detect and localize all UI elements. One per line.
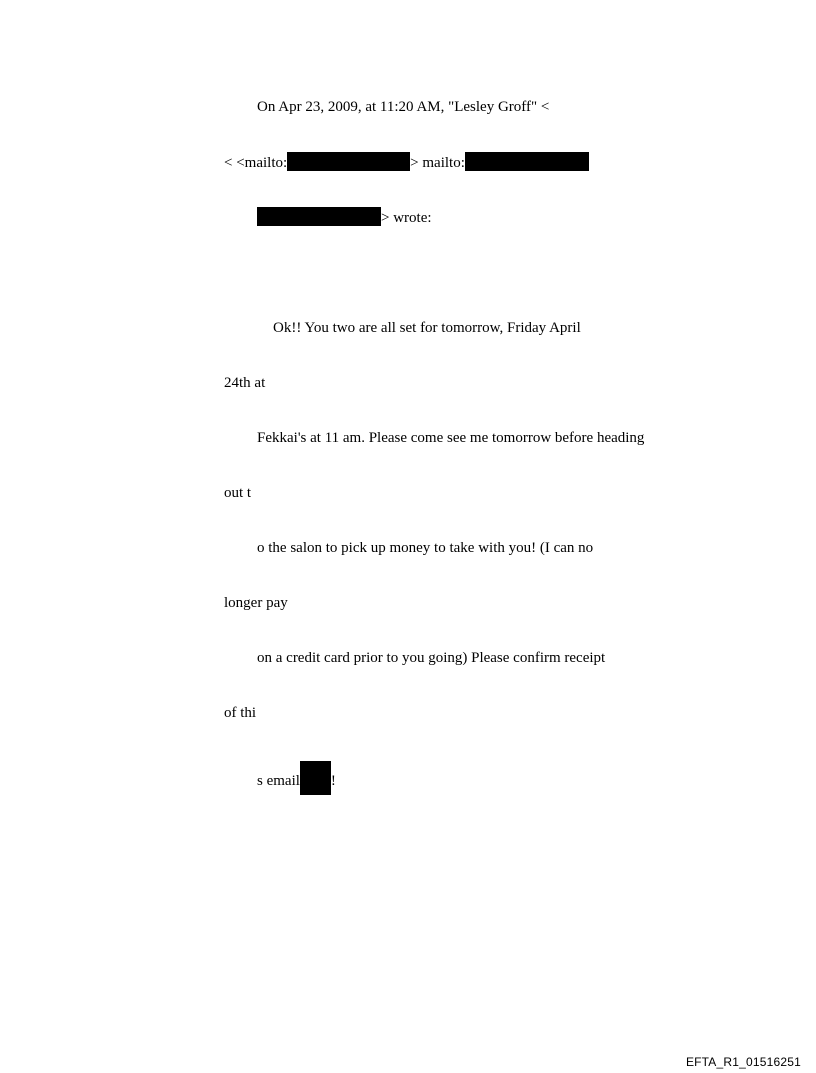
body-line-7: on a credit card prior to you going) Please confirm receipt xyxy=(257,650,606,666)
redaction-block xyxy=(300,761,331,795)
redaction-block xyxy=(257,207,381,226)
mailto-label: > mailto: xyxy=(410,155,465,171)
body-line-6: longer pay xyxy=(224,595,288,611)
body-line-9-end: ! xyxy=(330,773,336,789)
body-line-1: Ok!! You two are all set for tomorrow, Friday April xyxy=(273,320,581,336)
redaction-block xyxy=(287,152,410,171)
quote-header-line-1: On Apr 23, 2009, at 11:20 AM, "Lesley Groff" < xyxy=(257,99,550,115)
wrote-label: > wrote: xyxy=(381,210,432,226)
mailto-prefix: < <mailto: xyxy=(224,155,288,171)
document-id: EFTA_R1_01516251 xyxy=(685,1055,801,1069)
body-line-2: 24th at xyxy=(224,375,266,391)
quote-header-line-2 xyxy=(224,152,589,172)
body-line-5: o the salon to pick up money to take with you! (I can no xyxy=(257,540,594,556)
body-line-9-start: s email xyxy=(257,773,300,789)
body-line-4: out t xyxy=(224,485,252,501)
body-line-9 xyxy=(257,761,336,795)
quote-header-line-3 xyxy=(257,207,432,227)
redaction-block xyxy=(465,152,589,171)
body-line-3: Fekkai's at 11 am. Please come see me tomorrow before heading xyxy=(257,430,645,446)
body-line-8: of thi xyxy=(224,705,257,721)
